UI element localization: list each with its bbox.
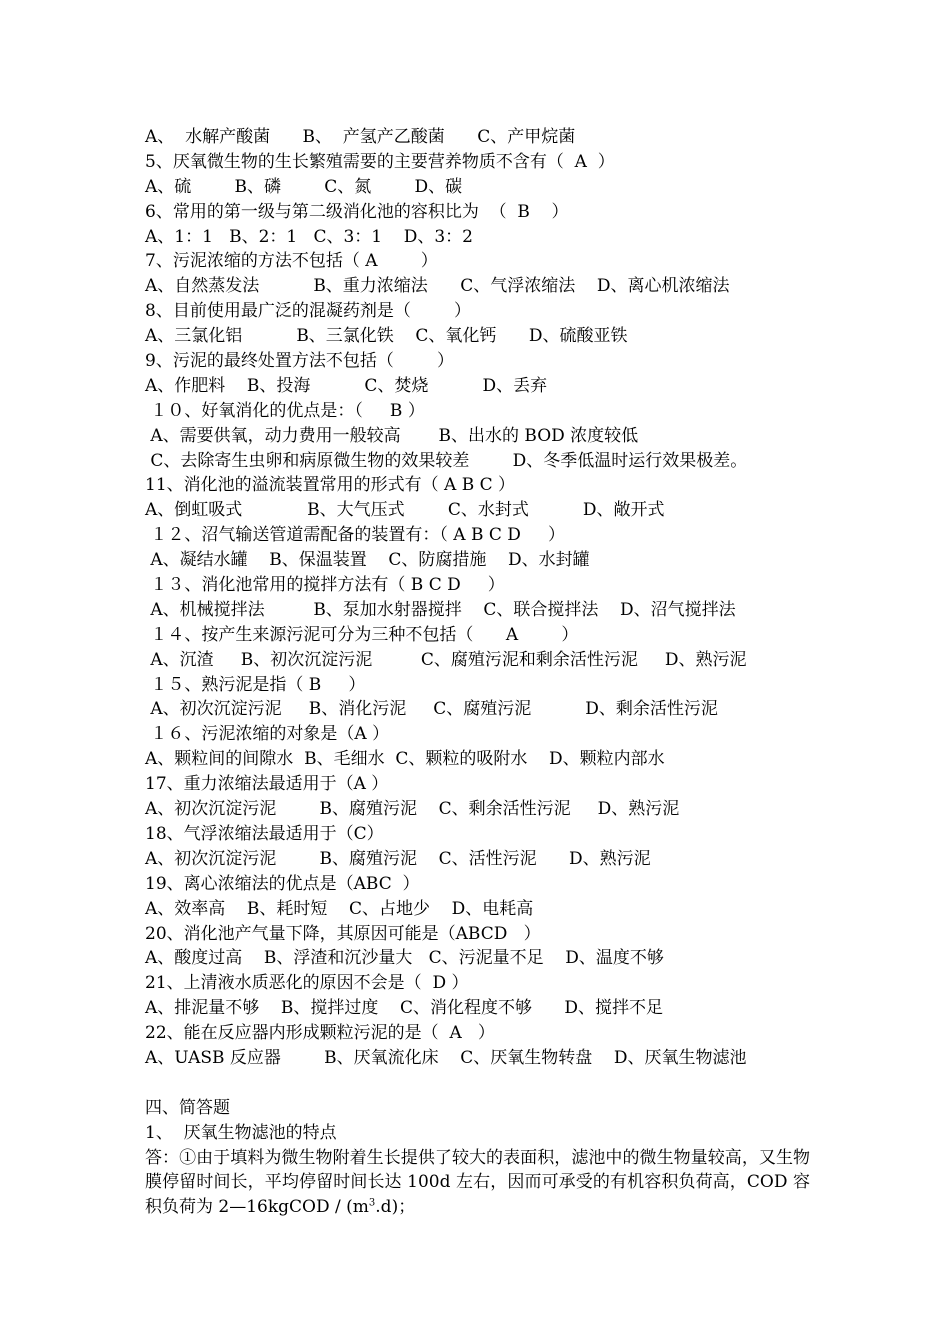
question-line: A、排泥量不够 B、搅拌过度 C、消化程度不够 D、搅拌不足 [145,998,664,1019]
question-line: A、初次沉淀污泥 B、消化污泥 C、腐殖污泥 D、剩余活性污泥 [145,699,718,720]
question-line: A、作肥料 B、投海 C、焚烧 D、丢弃 [145,375,548,396]
blank-line [145,1071,825,1096]
question-title: 1、 厌氧生物滤池的特点 [145,1122,337,1143]
question-line: 18、气浮浓缩法最适用于（C） [145,823,384,844]
question-line: １５、熟污泥是指（ B ） [145,674,366,695]
question-line: A、硫 B、磷 C、氮 D、碳 [145,176,463,197]
question-line: 5、厌氧微生物的生长繁殖需要的主要营养物质不含有（ A ） [145,151,615,172]
question-line: A、酸度过高 B、浮渣和沉沙量大 C、污泥量不足 D、温度不够 [145,948,664,969]
question-line: A、自然蒸发法 B、重力浓缩法 C、气浮浓缩法 D、离心机浓缩法 [145,276,730,297]
question-line: A、倒虹吸式 B、大气压式 C、水封式 D、敞开式 [145,500,665,521]
question-line: 21、上清液水质恶化的原因不会是（ D ） [145,973,469,994]
question-line: 8、目前使用最广泛的混凝药剂是（ ） [145,301,472,322]
question-line: A、效率高 B、耗时短 C、占地少 D、电耗高 [145,898,534,919]
section-heading: 四、简答题 [145,1097,230,1118]
question-line: １３、消化池常用的搅拌方法有（ B C D ） [145,575,505,596]
question-line: A、机械搅拌法 B、泵加水射器搅拌 C、联合搅拌法 D、沼气搅拌法 [145,599,736,620]
question-list [145,125,825,1071]
question-line: A、需要供氧，动力费用一般较高 B、出水的 BOD 浓度较低 [145,425,639,446]
question-line: 7、污泥浓缩的方法不包括（ A ） [145,251,438,272]
question-line: A、颗粒间的间隙水 B、毛细水 C、颗粒的吸附水 D、颗粒内部水 [145,749,665,770]
answer-superscript: 3 [368,1197,376,1209]
question-line: A、UASB 反应器 B、厌氧流化床 C、厌氧生物转盘 D、厌氧生物滤池 [145,1047,747,1068]
question-line: A、凝结水罐 B、保温装置 C、防腐措施 D、水封罐 [145,550,590,571]
question-line: 22、能在反应器内形成颗粒污泥的是（ A ） [145,1023,495,1044]
question-line: １２、沼气输送管道需配备的装置有：（ A B C D ） [145,525,565,546]
question-line: A、初次沉淀污泥 B、腐殖污泥 C、活性污泥 D、熟污泥 [145,848,651,869]
document-content [145,125,825,1220]
question-line: 9、污泥的最终处置方法不包括（ ） [145,351,455,372]
question-line: １４、按产生来源污泥可分为三种不包括（ A ） [145,624,579,645]
question-line: 20、消化池产气量下降，其原因可能是（ABCD ） [145,923,541,944]
question-line: A、 水解产酸菌 B、 产氢产乙酸菌 C、产甲烷菌 [145,127,576,147]
question-line: 19、离心浓缩法的优点是（ABC ） [145,873,420,894]
question-line: C、去除寄生虫卵和病原微生物的效果较差 D、冬季低温时运行效果极差。 [145,450,748,471]
question-line: A、三氯化铝 B、三氯化铁 C、氧化钙 D、硫酸亚铁 [145,326,628,347]
answer-paragraph [145,1146,810,1221]
question-line: A、初次沉淀污泥 B、腐殖污泥 C、剩余活性污泥 D、熟污泥 [145,799,680,820]
question-line: A、沉渣 B、初次沉淀污泥 C、腐殖污泥和剩余活性污泥 D、熟污泥 [145,649,747,670]
question-line: A、1：1 B、2：1 C、3：1 D、3：2 [145,226,473,247]
question-line: 17、重力浓缩法最适用于（A ） [145,774,389,795]
question-line: 6、常用的第一级与第二级消化池的容积比为 （ B ） [145,201,569,222]
question-line: 11、消化池的溢流装置常用的形式有（ A B C ） [145,475,516,496]
answer-text-end: .d)； [375,1197,416,1218]
question-line: １６、污泥浓缩的对象是（A ） [145,724,390,745]
answer-text: 答：①由于填料为微生物附着生长提供了较大的表面积，滤池中的微生物量较高，又生物膜停留时间长，平均停留时间长达 100d 左右，因而可承受的有机容积负荷高，COD 容积负荷为 2—16kgCOD / (m [145,1147,810,1218]
question-line: １０、好氧消化的优点是：（ B ） [145,400,425,421]
